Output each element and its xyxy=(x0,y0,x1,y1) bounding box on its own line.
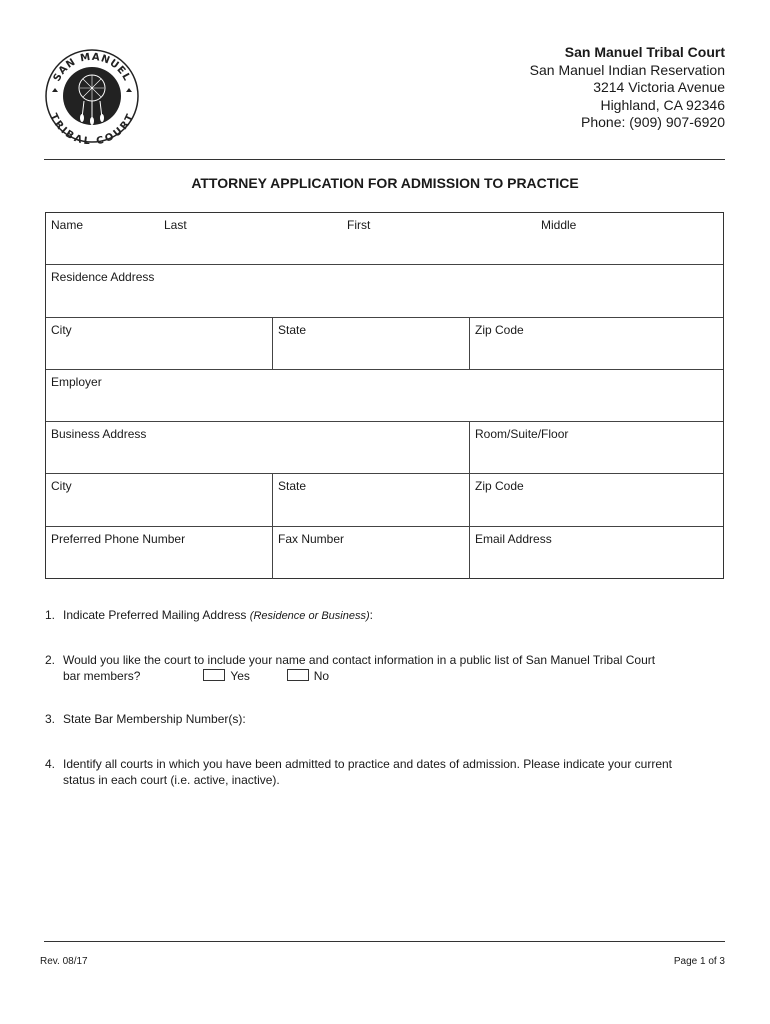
seal-text-bottom: TRIBAL COURT xyxy=(47,111,137,144)
fax-field[interactable] xyxy=(272,527,469,579)
residence-city-row xyxy=(46,318,723,370)
question-text: Would you like the court to include your name and contact information in a public list of San Manuel Tribal Court xyxy=(63,653,656,667)
question-number: 3. xyxy=(45,712,56,726)
reservation: San Manuel Indian Reservation xyxy=(529,61,725,78)
tribal-court-seal xyxy=(44,48,140,144)
phone-number: Phone: (909) 907-6920 xyxy=(581,114,725,130)
question-colon: : xyxy=(369,608,373,622)
residence-address-label: Residence Address xyxy=(51,270,155,285)
last-name-label: Last xyxy=(164,218,187,232)
business-address-label: Business Address xyxy=(51,427,147,442)
question-number: 2. xyxy=(45,653,56,667)
room-suite-field[interactable] xyxy=(469,422,723,473)
employer-field[interactable] xyxy=(46,370,723,421)
yes-checkbox[interactable] xyxy=(203,669,225,681)
question-number: 4. xyxy=(45,757,56,771)
business-address-field[interactable] xyxy=(46,422,469,473)
email-label: Email Address xyxy=(475,531,552,546)
question-text-cont: status in each court (i.e. active, inactive). xyxy=(63,772,280,787)
residence-state-field[interactable] xyxy=(272,318,469,369)
residence-address-field[interactable] xyxy=(46,265,723,316)
middle-name-label: Middle xyxy=(541,218,577,232)
phone-field[interactable] xyxy=(46,527,272,579)
business-state-field[interactable] xyxy=(272,474,469,525)
revision-label: Rev. 08/17 xyxy=(40,956,88,967)
zip-label: Zip Code xyxy=(475,479,524,494)
question-note: (Residence or Business) xyxy=(249,610,370,622)
email-field[interactable] xyxy=(469,527,723,579)
state-label: State xyxy=(278,322,307,337)
residence-city-field[interactable] xyxy=(46,318,272,369)
business-zip-field[interactable] xyxy=(469,474,723,525)
business-address-row xyxy=(46,422,723,474)
page-title: ATTORNEY APPLICATION FOR ADMISSION TO PRACTICE xyxy=(191,175,579,191)
court-name: San Manuel Tribal Court xyxy=(564,44,725,60)
city-label: City xyxy=(51,479,72,494)
business-city-field[interactable] xyxy=(46,474,272,525)
header-divider xyxy=(44,159,725,160)
footer-divider xyxy=(44,941,725,942)
name-field[interactable] xyxy=(46,213,723,264)
residence-row xyxy=(46,265,723,317)
no-checkbox[interactable] xyxy=(287,669,309,681)
seal-text-top: SAN MANUEL xyxy=(51,51,133,84)
question-text-cont: bar members? xyxy=(63,668,141,683)
fax-label: Fax Number xyxy=(278,531,345,546)
name-label: Name xyxy=(51,218,84,232)
question-number: 1. xyxy=(45,608,56,622)
employer-label: Employer xyxy=(51,374,102,389)
employer-row xyxy=(46,370,723,422)
street-address: 3214 Victoria Avenue xyxy=(593,79,725,95)
state-label: State xyxy=(278,479,307,494)
court-address-block xyxy=(530,44,725,132)
no-label: No xyxy=(313,668,330,683)
contact-row xyxy=(46,527,723,579)
applicant-info-form xyxy=(45,212,724,579)
phone-label: Preferred Phone Number xyxy=(51,531,186,546)
name-row xyxy=(46,213,723,265)
residence-zip-field[interactable] xyxy=(469,318,723,369)
question-text: State Bar Membership Number(s): xyxy=(63,712,246,726)
city-label: City xyxy=(51,322,72,337)
city-state-zip: Highland, CA 92346 xyxy=(600,96,725,113)
business-city-row xyxy=(46,474,723,526)
question-text: Indicate Preferred Mailing Address xyxy=(63,608,247,622)
page-number: Page 1 of 3 xyxy=(673,956,725,967)
question-text: Identify all courts in which you have been admitted to practice and dates of admission. Please indicate your current xyxy=(63,757,673,771)
zip-label: Zip Code xyxy=(475,322,524,337)
first-name-label: First xyxy=(347,218,371,232)
room-suite-label: Room/Suite/Floor xyxy=(475,427,569,442)
yes-label: Yes xyxy=(230,668,250,683)
